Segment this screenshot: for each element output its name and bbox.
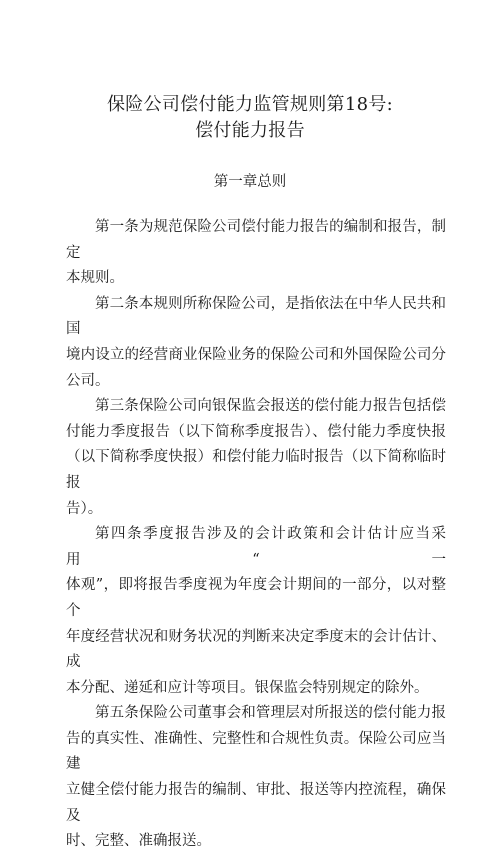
text-line: 时、完整、准确报送。 <box>66 833 211 850</box>
title-line-2: 偿付能力报告 <box>195 120 305 141</box>
text-line: 第一条为规范保险公司偿付能力报告的编制和报告，制定 <box>66 219 446 261</box>
text-line: （以下简称季度快报）和偿付能力临时报告（以下简称临时报 <box>66 449 446 491</box>
article-3 <box>66 394 446 522</box>
text-line: 立健全偿付能力报告的编制、审批、报送等内控流程，确保及 <box>66 782 446 824</box>
text-line: 第四条季度报告涉及的会计政策和会计估计应当采用“一 <box>66 526 446 568</box>
text-line: 本规则。 <box>66 270 124 287</box>
article-2 <box>66 292 446 394</box>
article-1 <box>66 215 446 292</box>
text-line: 第三条保险公司向银保监会报送的偿付能力报告包括偿 <box>95 398 446 415</box>
text-line: 第二条本规则所称保险公司，是指依法在中华人民共和国 <box>66 295 446 338</box>
text-line: 境内设立的经营商业保险业务的保险公司和外国保险公司分 <box>66 346 446 363</box>
text-line: 公司。 <box>66 372 110 389</box>
text-line: 告）。 <box>66 500 103 517</box>
article-5 <box>66 701 446 855</box>
text-line: 年度经营状况和财务状况的判断来决定季度末的会计估计、成 <box>66 628 446 671</box>
article-4 <box>66 522 446 701</box>
text-line: 第五条保险公司董事会和管理层对所报送的偿付能力报 <box>95 705 446 722</box>
text-line: 体观”，即将报告季度视为年度会计期间的一部分，以对整个 <box>66 577 446 619</box>
chapter-heading: 第一章总则 <box>213 174 287 190</box>
text-line: 本分配、递延和应计等项目。银保监会特别规定的除外。 <box>66 679 429 696</box>
text-line: 告的真实性、准确性、完整性和合规性负责。保险公司应当建 <box>66 730 446 773</box>
text-line: 付能力季度报告（以下简称季度报告）、偿付能力季度快报 <box>66 423 446 440</box>
title-line-1: 保险公司偿付能力监管规则第18号: <box>106 94 394 115</box>
document-title <box>0 92 500 144</box>
document-body <box>66 215 446 855</box>
